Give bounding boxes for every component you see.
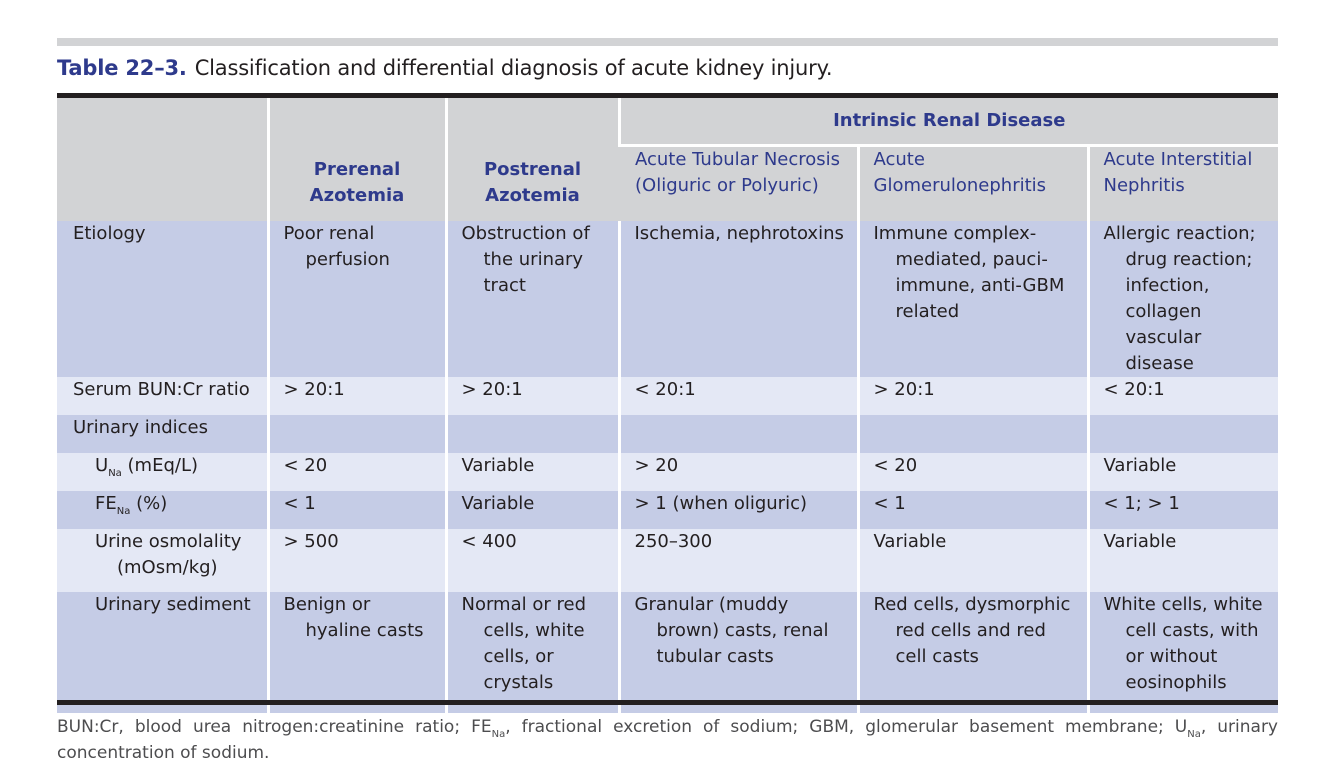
table-cell: < 20:1 bbox=[619, 377, 858, 415]
table-cell: > 20:1 bbox=[268, 377, 446, 415]
table-bottom-rule bbox=[57, 700, 1278, 705]
col-header-atn bbox=[619, 145, 858, 221]
table-cell: 250–300 bbox=[619, 529, 858, 592]
table-cell: Immune complex-mediated, pauci-immune, anti-GBM related bbox=[858, 221, 1088, 377]
row-label-urinary-sediment: Urinary sediment bbox=[57, 592, 268, 713]
col-header-postrenal-line1: Postrenal bbox=[483, 159, 582, 180]
col-header-prerenal-line1: Prerenal bbox=[313, 159, 401, 180]
table-cell: Red cells, dysmorphic red cells and red cell casts bbox=[858, 592, 1088, 713]
col-header-prerenal-line2: Azotemia bbox=[309, 185, 405, 206]
header-corner-cell bbox=[57, 98, 268, 221]
table-cell: < 1; > 1 bbox=[1088, 491, 1278, 529]
row-label-urine-osmolality: Urine osmolality (mOsm/kg) bbox=[57, 529, 268, 592]
row-label-bun-cr: Serum BUN:Cr ratio bbox=[57, 377, 268, 415]
table-footnote: BUN:Cr, blood urea nitrogen:creatinine ratio; $FE_{Na}$, fractional excretion of sodium; GBM, glomerular basement membrane; $U_{Na}$, urinary concentration of sodium. bbox=[57, 717, 1278, 763]
row-label-urine-sodium: $U_{Na}$ (mEq/L) bbox=[57, 453, 268, 491]
table-caption bbox=[57, 56, 832, 80]
table-row-etiology bbox=[57, 221, 1278, 377]
table-cell bbox=[446, 415, 619, 453]
table-cell: < 20:1 bbox=[1088, 377, 1278, 415]
table-cell: Ischemia, nephrotoxins bbox=[619, 221, 858, 377]
table-cell: < 400 bbox=[446, 529, 619, 592]
table-cell bbox=[268, 415, 446, 453]
table-cell bbox=[858, 415, 1088, 453]
table-cell: > 20:1 bbox=[446, 377, 619, 415]
aki-classification-table bbox=[57, 98, 1278, 713]
intrinsic-renal-disease-header: Intrinsic Renal Disease bbox=[619, 98, 1278, 145]
table-cell: Variable bbox=[1088, 453, 1278, 491]
table-cell: < 1 bbox=[858, 491, 1088, 529]
table-cell bbox=[619, 415, 858, 453]
table-row-urinary-indices bbox=[57, 415, 1278, 453]
table-row-fena bbox=[57, 491, 1278, 529]
table-title: Classification and differential diagnosis of acute kidney injury. bbox=[194, 56, 833, 80]
col-header-gn-line2: Glomerulonephritis bbox=[873, 174, 1047, 196]
table-row-urine-sodium bbox=[57, 453, 1278, 491]
table-row-urine-osmolality bbox=[57, 529, 1278, 592]
header-group-row bbox=[57, 98, 1278, 145]
col-header-ain-line1: Acute Interstitial bbox=[1103, 148, 1253, 170]
table-cell: Poor renal perfusion bbox=[268, 221, 446, 377]
table-number: Table 22–3. bbox=[57, 56, 187, 80]
table-cell: Normal or red cells, white cells, or crystals bbox=[446, 592, 619, 713]
col-header-gn-line1: Acute bbox=[873, 148, 925, 170]
table-cell: > 20 bbox=[619, 453, 858, 491]
col-header-postrenal-line2: Azotemia bbox=[485, 185, 580, 206]
table-cell: Obstruction of the urinary tract bbox=[446, 221, 619, 377]
table-cell: Benign or hyaline casts bbox=[268, 592, 446, 713]
header-spacer-prerenal bbox=[268, 98, 446, 221]
row-label-etiology: Etiology bbox=[57, 221, 268, 377]
table-cell: Variable bbox=[446, 491, 619, 529]
table-row-bun-cr-ratio bbox=[57, 377, 1278, 415]
row-label-urinary-indices: Urinary indices bbox=[57, 415, 268, 453]
table-row-urinary-sediment bbox=[57, 592, 1278, 713]
table-cell: > 1 (when oliguric) bbox=[619, 491, 858, 529]
col-header-glomerulonephritis bbox=[858, 145, 1088, 221]
table-cell bbox=[1088, 415, 1278, 453]
top-decorative-rule bbox=[57, 38, 1278, 46]
table-cell: > 20:1 bbox=[858, 377, 1088, 415]
table-cell: Granular (muddy brown) casts, renal tubular casts bbox=[619, 592, 858, 713]
table-cell: < 20 bbox=[268, 453, 446, 491]
table-cell: Allergic reaction; drug reaction; infection, collagen vascular disease bbox=[1088, 221, 1278, 377]
col-header-ain-line2: Nephritis bbox=[1103, 174, 1185, 196]
table-cell: Variable bbox=[446, 453, 619, 491]
table-cell: Variable bbox=[1088, 529, 1278, 592]
table-cell: > 500 bbox=[268, 529, 446, 592]
header-spacer-postrenal bbox=[446, 98, 619, 221]
col-header-interstitial-nephritis bbox=[1088, 145, 1278, 221]
row-label-fena: $FE_{Na}$ (%) bbox=[57, 491, 268, 529]
table-cell: White cells, white cell casts, with or without eosinophils bbox=[1088, 592, 1278, 713]
col-header-atn-line1: Acute Tubular Necrosis bbox=[635, 148, 841, 170]
table-cell: Variable bbox=[858, 529, 1088, 592]
table-cell: < 20 bbox=[858, 453, 1088, 491]
col-header-atn-line2: (Oliguric or Polyuric) bbox=[635, 174, 819, 196]
table-cell: < 1 bbox=[268, 491, 446, 529]
